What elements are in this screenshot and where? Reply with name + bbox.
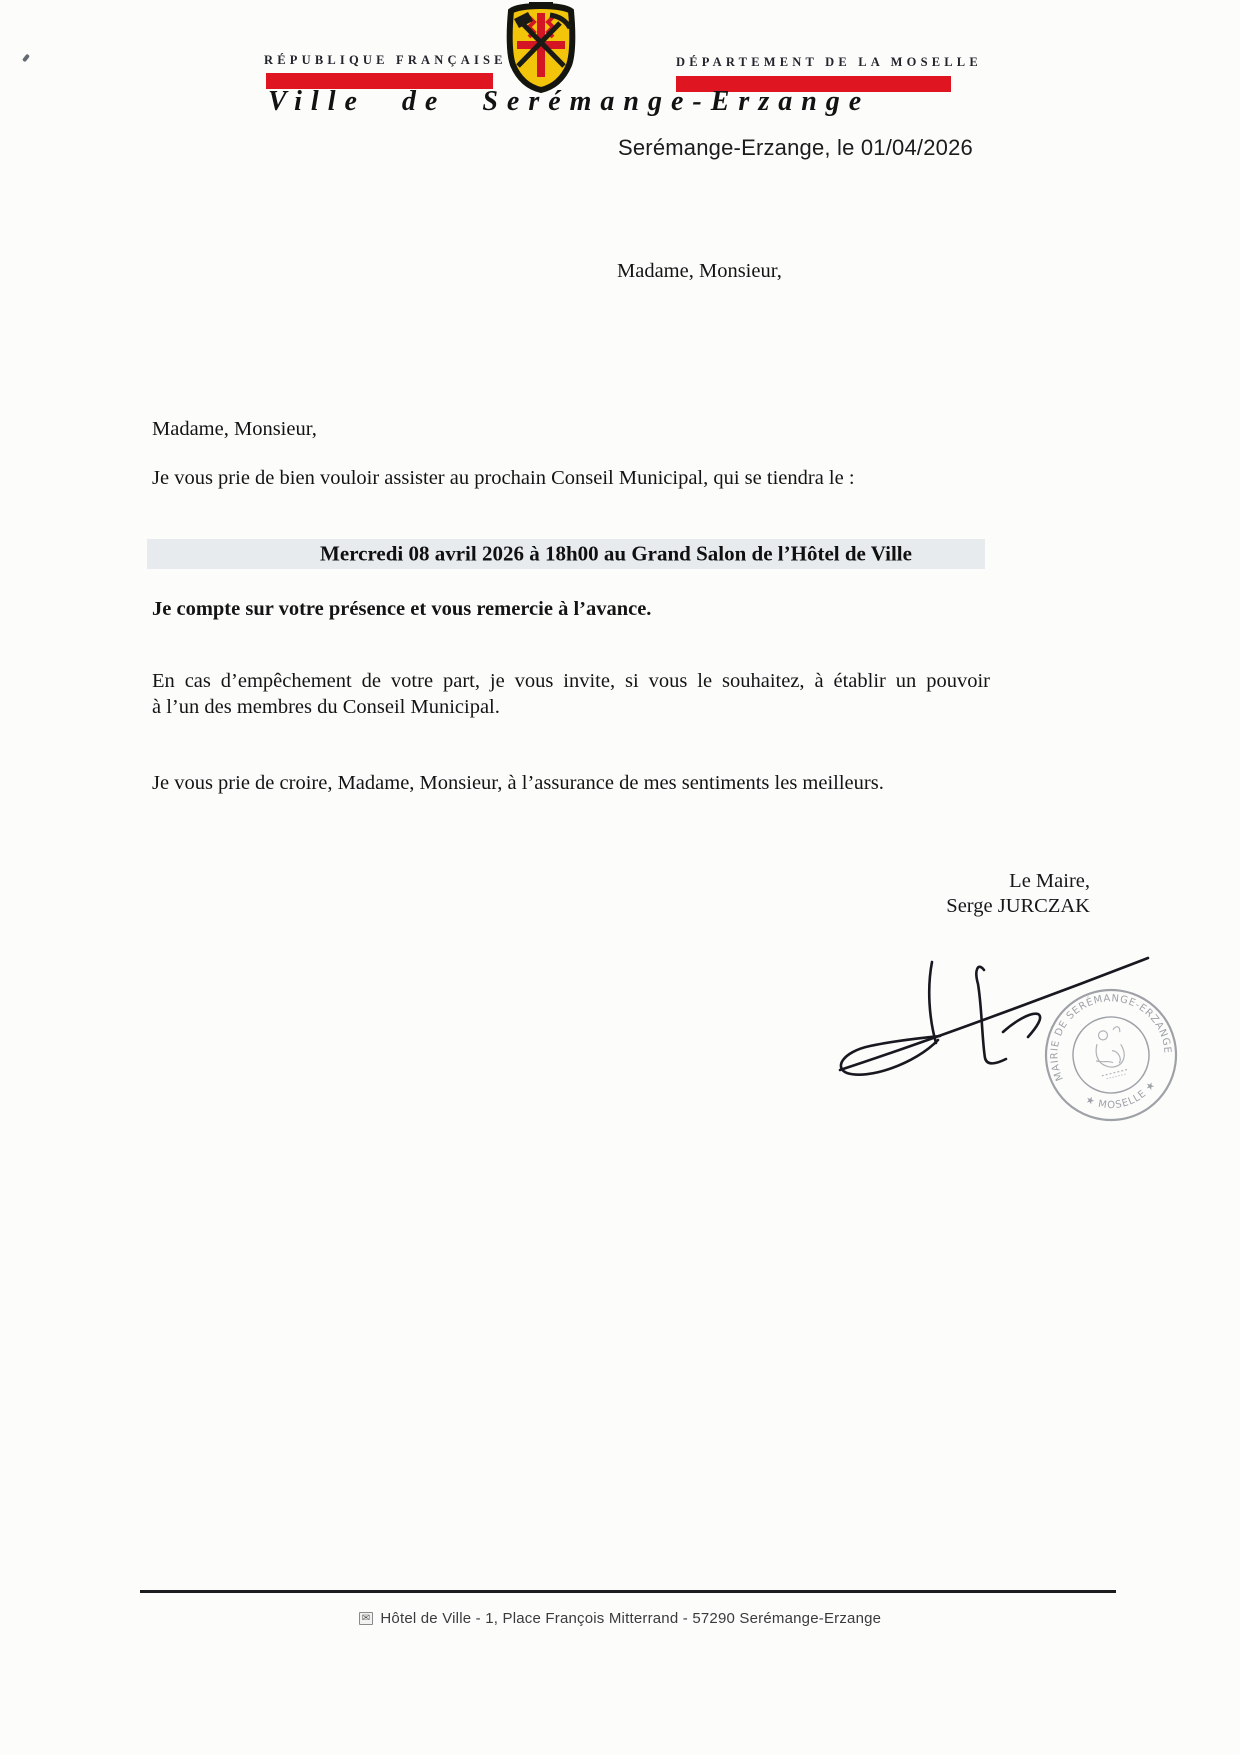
signer-title: Le Maire, <box>1009 870 1090 892</box>
footer-address-line <box>0 1610 1240 1627</box>
stamp-arc-top-text: MAIRIE DE SERÉMANGE-ERZANGE <box>1049 993 1173 1083</box>
coat-of-arms-icon <box>502 2 580 94</box>
municipal-stamp <box>1038 982 1184 1128</box>
city-title: Ville de Serémange-Erzange <box>268 86 871 117</box>
pouvoir-paragraph <box>152 668 990 720</box>
stamp-arc-bottom-text: ★ MOSELLE ★ <box>1083 1078 1159 1112</box>
meeting-date-line: Mercredi 08 avril 2026 à 18h00 au Grand Salon de l’Hôtel de Ville <box>320 541 912 566</box>
footer-rule <box>140 1590 1116 1593</box>
pouvoir-line-1: En cas d’empêchement de votre part, je vous invite, si vous le souhaitez, à établir un pouvoir <box>152 670 990 692</box>
departement-caption: DÉPARTEMENT DE LA MOSELLE <box>676 55 982 69</box>
signer-name: Serge JURCZAK <box>946 895 1090 917</box>
footer-address: Hôtel de Ville - 1, Place François Mitterrand - 57290 Serémange-Erzange <box>380 1610 882 1627</box>
highlight-bar <box>147 539 985 569</box>
dateline: Serémange-Erzange, le 01/04/2026 <box>618 135 973 160</box>
pouvoir-line-2: à l’un des membres du Conseil Municipal. <box>152 696 500 718</box>
republique-caption: RÉPUBLIQUE FRANÇAISE <box>264 53 507 67</box>
emphasis-line: Je compte sur votre présence et vous remercie à l’avance. <box>152 598 652 620</box>
scan-speck <box>22 54 30 63</box>
signature-stroke <box>929 962 936 1043</box>
signer-block <box>946 869 1090 919</box>
closing-line: Je vous prie de croire, Madame, Monsieur, à l’assurance de mes sentiments les meilleurs. <box>152 772 884 794</box>
signature-stroke <box>976 967 1006 1064</box>
salutation: Madame, Monsieur, <box>152 418 317 440</box>
stamp-emblem <box>1089 1026 1130 1080</box>
intro-line: Je vous prie de bien vouloir assister au prochain Conseil Municipal, qui se tiendra le : <box>152 467 855 489</box>
signature-flourish <box>1003 1014 1040 1037</box>
envelope-icon: ✉ <box>359 1612 374 1625</box>
salutation-top: Madame, Monsieur, <box>617 260 782 282</box>
